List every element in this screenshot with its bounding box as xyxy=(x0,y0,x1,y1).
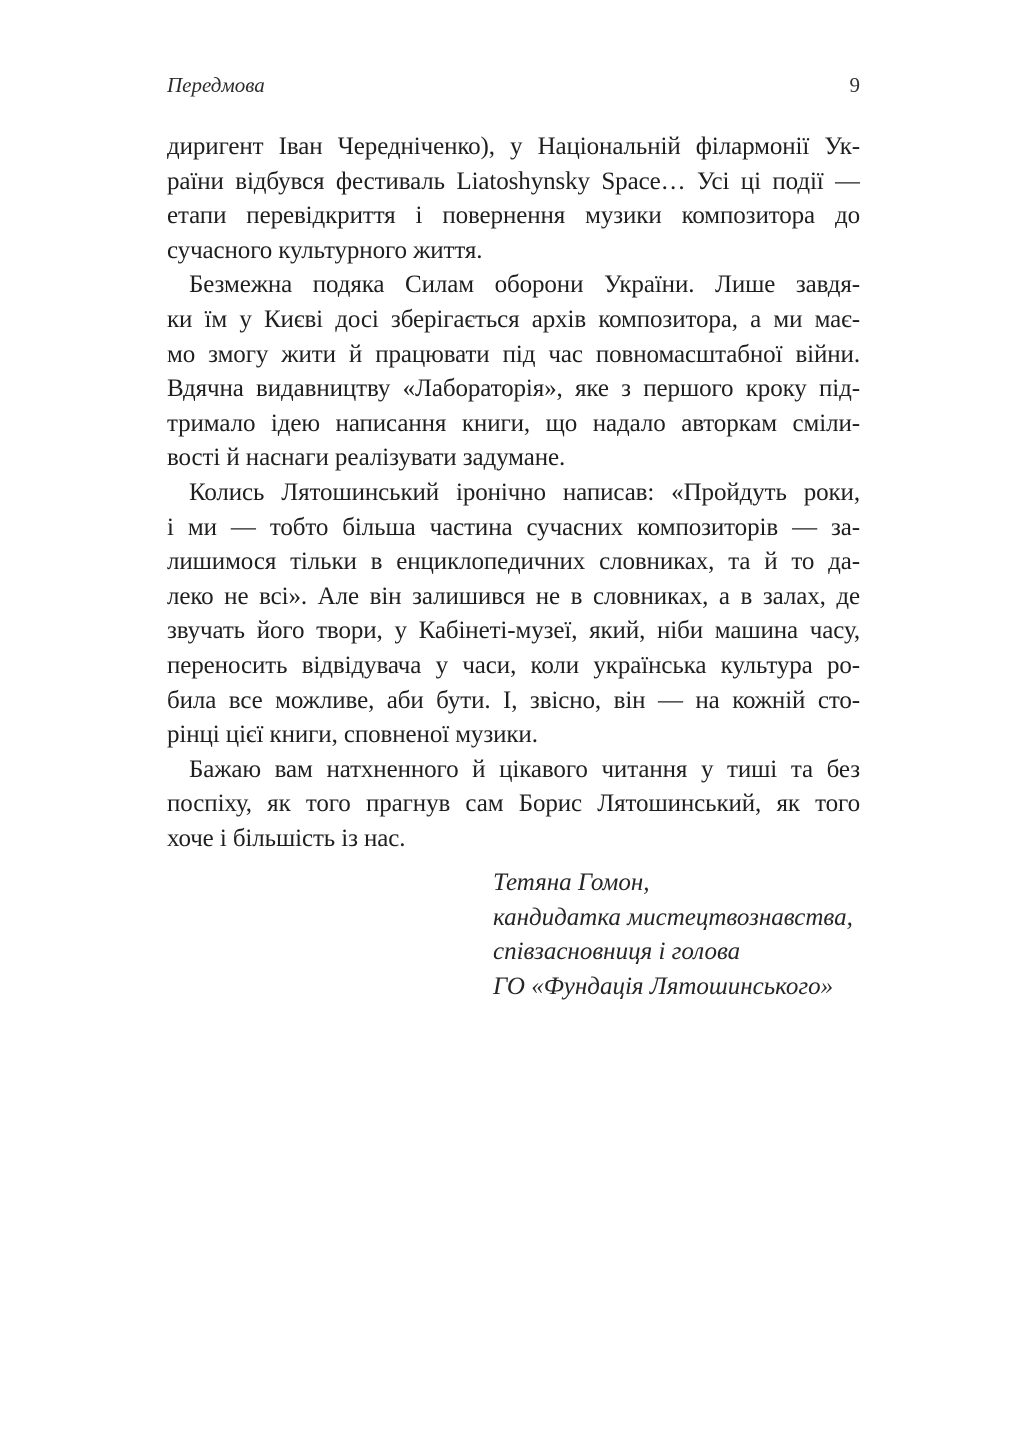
signature-line: співзасновниця і голова xyxy=(493,938,741,966)
body-line: рінці цієї книги, сповненої музики. xyxy=(167,721,538,749)
paragraph xyxy=(167,753,860,857)
signature-line: Тетяна Гомон, xyxy=(493,869,650,896)
body-line: раїни відбувся фестиваль Liatoshynsky Space… Усі ці події — xyxy=(167,167,860,195)
body-line: Безмежна подяка Силам оборони України. Лише завдя- xyxy=(189,271,860,299)
body-line: мо змогу жити й працювати під час повномасштабної війни. xyxy=(167,340,860,368)
body-line: била все можливе, аби бути. І, звісно, він — на кожній сто- xyxy=(167,686,860,714)
body-line: диригент Іван Чередніченко), у Національній філармонії Ук- xyxy=(167,133,860,160)
body-line: Вдячна видавництву «Лабораторія», яке з першого кроку під- xyxy=(167,375,860,403)
paragraph xyxy=(167,268,860,476)
body-text xyxy=(167,130,860,856)
body-line: лишимося тільки в енциклопедичних словниках, та й то да- xyxy=(167,548,860,576)
body-line: ки їм у Києві досі зберігається архів композитора, а ми має- xyxy=(167,305,860,333)
body-line: поспіху, як того прагнув сам Борис Лятошинський, як того xyxy=(167,790,860,818)
body-line: хоче і більшість із нас. xyxy=(167,824,406,852)
body-line: переносить відвідувача у часи, коли українська культура ро- xyxy=(167,651,860,679)
body-line: Колись Лятошинський іронічно написав: «Пройдуть роки, xyxy=(189,478,860,506)
body-line: етапи перевідкриття і повернення музики композитора до xyxy=(167,202,860,230)
body-line: вості й наснаги реалізувати задумане. xyxy=(167,444,566,472)
paragraph xyxy=(167,130,860,268)
signature-line: кандидатка мистецтвознавства, xyxy=(493,903,853,931)
paragraph xyxy=(167,476,860,753)
body-line: Бажаю вам натхненного й цікавого читання у тиші та без xyxy=(189,755,860,783)
body-line: тримало ідею написання книги, що надало авторкам сміли- xyxy=(167,409,860,437)
body-line: і ми — тобто більша частина сучасних композиторів — за- xyxy=(167,513,860,541)
signature-line: ГО «Фундація Лятошинського» xyxy=(493,972,834,1000)
running-head xyxy=(167,72,860,98)
signature-block xyxy=(493,866,853,1004)
running-head-section-title: Передмова xyxy=(167,73,265,97)
body-line: леко не всі». Але він залишився не в словниках, а в залах, де xyxy=(167,582,860,610)
body-line: сучасного культурного життя. xyxy=(167,236,483,264)
body-line: звучать його твори, у Кабінеті-музеї, який, ніби машина часу, xyxy=(167,617,860,645)
page-number: 9 xyxy=(849,73,860,97)
